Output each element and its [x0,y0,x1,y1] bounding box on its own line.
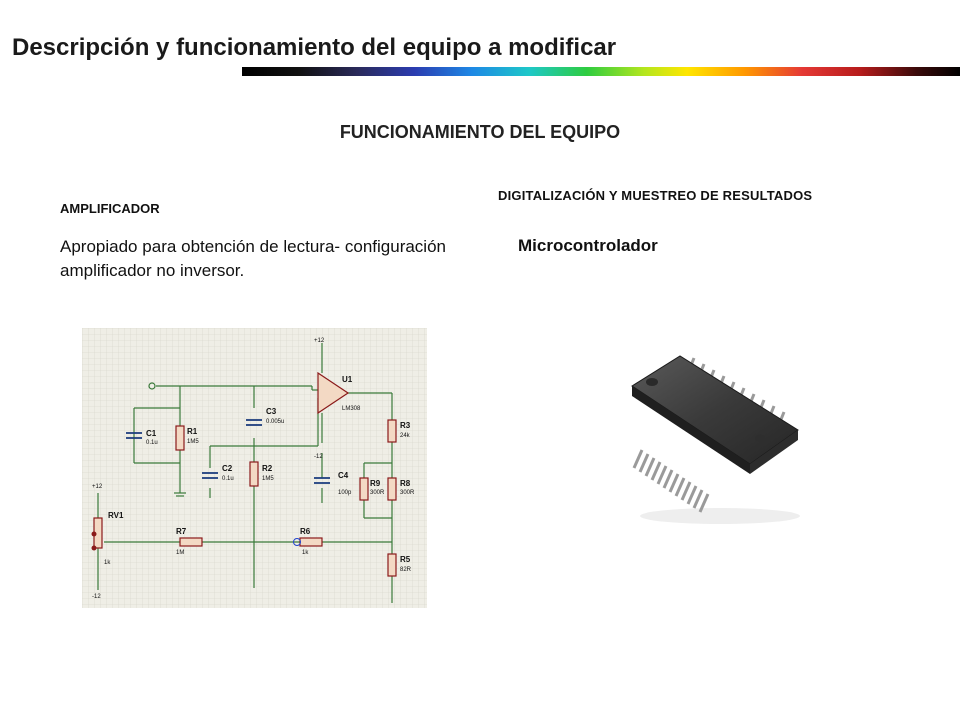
amplifier-schematic [82,328,427,608]
r9-value: 300R [370,490,385,496]
r2-label: R2 [262,464,273,473]
c4-label: C4 [338,471,349,480]
r8-value: 300R [400,490,415,496]
rv1-value: 1k [104,560,111,566]
microcontroller-label: Microcontrolador [518,236,658,255]
r7-value: 1M [176,550,185,556]
r3-label: R3 [400,421,411,430]
rv1-label: RV1 [108,511,124,520]
r2-value: 1M5 [262,476,274,482]
c2-value: 0.1u [222,476,234,482]
title-gradient-bar [242,67,960,76]
slide-title: Descripción y funcionamiento del equipo a modificar [12,34,617,61]
c1-label: C1 [146,429,157,438]
c4-value: 100p [338,490,352,496]
c1-value: 0.1u [146,440,158,446]
r8-label: R8 [400,479,411,488]
amplifier-heading: AMPLIFICADOR [60,201,160,216]
section-subtitle: FUNCIONAMIENTO DEL EQUIPO [339,122,621,142]
r6-value: 1k [302,550,309,556]
r5-value: 82R [400,567,412,573]
microcontroller-chip-image [620,346,810,536]
supply-pos-left: +12 [92,484,103,490]
r1-label: R1 [187,427,198,436]
amplifier-description: Apropiado para obtención de lectura- configuración amplificador no inversor. [60,237,446,280]
r3-value: 24k [400,433,410,439]
r9-label: R9 [370,479,381,488]
supply-pos-top: +12 [314,338,325,344]
supply-neg-left: -12 [92,594,101,600]
digitalization-heading: DIGITALIZACIÓN Y MUESTREO DE RESULTADOS [498,188,813,203]
r6-label: R6 [300,527,311,536]
c3-value: 0.005u [266,419,285,425]
c3-label: C3 [266,407,277,416]
c2-label: C2 [222,464,233,473]
r1-value: 1M5 [187,439,199,445]
supply-neg-top: -12 [314,454,323,460]
r7-label: R7 [176,527,187,536]
u1-label: U1 [342,375,353,384]
u1-value: LM308 [342,406,361,412]
r5-label: R5 [400,555,411,564]
